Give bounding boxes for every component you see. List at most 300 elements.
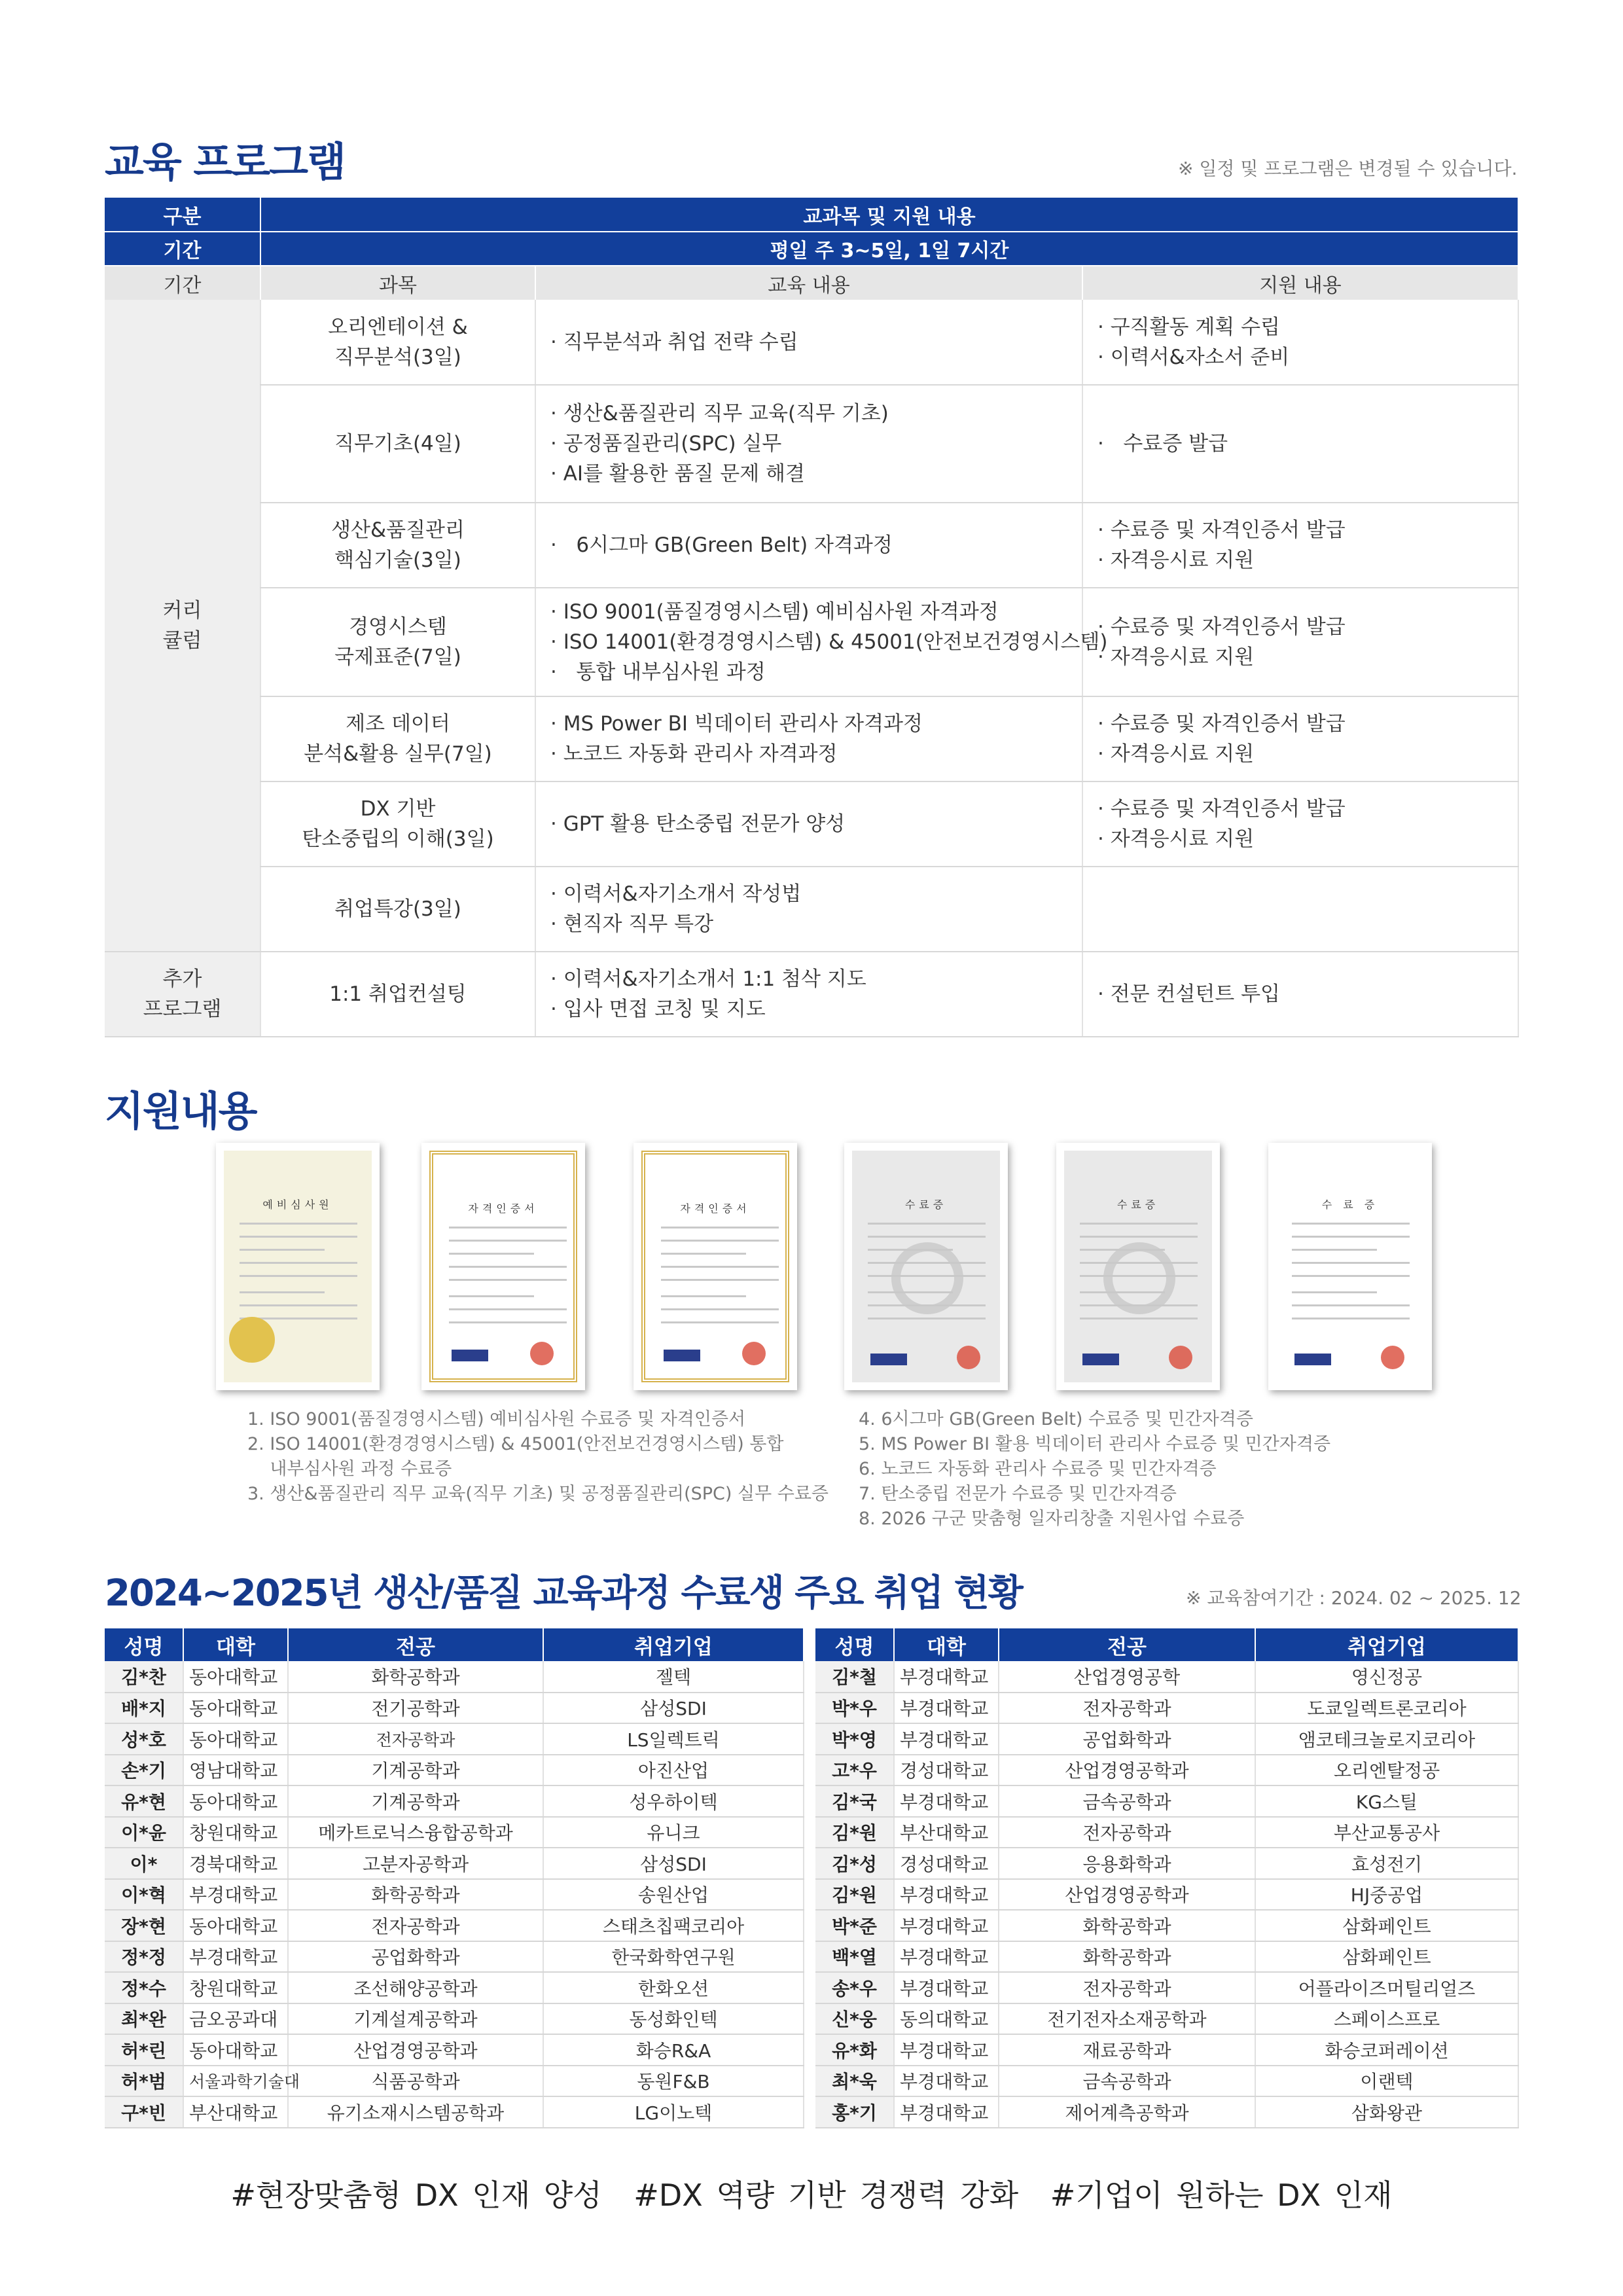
university: 창원대학교 xyxy=(183,1972,288,2003)
caption-4: 4. 6시그마 GB(Green Belt) 수료증 및 민간자격증 xyxy=(859,1409,1253,1429)
major: 금속공학과 xyxy=(999,2066,1255,2097)
university: 부산대학교 xyxy=(183,2096,288,2128)
student-name: 정*정 xyxy=(105,1941,183,1973)
education-content xyxy=(535,503,1082,588)
major: 전기전자소재공학과 xyxy=(999,2003,1255,2035)
company: 삼화왕관 xyxy=(1255,2096,1518,2128)
company: 성우하이텍 xyxy=(543,1785,804,1817)
major: 산업경영공학과 xyxy=(288,2034,543,2066)
certificate-title: 수료증 xyxy=(1116,1198,1160,1211)
category-curriculum: 커리 큘럼 xyxy=(105,300,260,952)
university: 동아대학교 xyxy=(183,1785,288,1817)
major: 전자공학과 xyxy=(288,1910,543,1941)
education-content xyxy=(535,781,1082,867)
major: 고분자공학과 xyxy=(288,1848,543,1879)
text-line xyxy=(240,1262,357,1264)
certificate-title: 예비심사원 xyxy=(262,1198,333,1211)
company: 송원산업 xyxy=(543,1879,804,1910)
company: 어플라이즈머틸리얼즈 xyxy=(1255,1972,1518,2003)
seal-icon xyxy=(1169,1346,1192,1369)
student-name: 백*열 xyxy=(815,1941,894,1973)
employment-row xyxy=(105,1785,804,1817)
university: 부경대학교 xyxy=(894,2066,999,2097)
watermark-icon xyxy=(1103,1242,1175,1314)
employment-row xyxy=(105,1693,804,1724)
employment-table-right xyxy=(815,1628,1519,2128)
major: 조선해양공학과 xyxy=(288,1972,543,2003)
employment-row xyxy=(105,1723,804,1755)
caption-3: 3. 생산&품질관리 직무 교육(직무 기초) 및 공정품질관리(SPC) 실무 수료증 xyxy=(247,1484,829,1504)
col-major: 전공 xyxy=(999,1628,1255,1661)
major: 전자공학과 xyxy=(999,1693,1255,1724)
major: 재료공학과 xyxy=(999,2034,1255,2066)
employment-row xyxy=(815,1848,1518,1879)
company: 젤텍 xyxy=(543,1661,804,1693)
student-name: 유*현 xyxy=(105,1785,183,1817)
text-line xyxy=(661,1266,779,1268)
employment-row xyxy=(815,1693,1518,1724)
slogan-2: #DX 역량 기반 경쟁력 강화 xyxy=(633,2178,1019,2213)
student-name: 송*우 xyxy=(815,1972,894,2003)
slogan-3: #기업이 원하는 DX 인재 xyxy=(1050,2178,1393,2213)
university: 동아대학교 xyxy=(183,1723,288,1755)
text-line xyxy=(868,1236,986,1238)
university: 부산대학교 xyxy=(894,1817,999,1848)
col-name: 성명 xyxy=(815,1628,894,1661)
curriculum-row xyxy=(105,952,1518,1037)
employment-row xyxy=(815,2003,1518,2035)
text-line xyxy=(240,1223,357,1225)
text-line xyxy=(868,1291,953,1293)
company: 유니크 xyxy=(543,1817,804,1848)
text-line xyxy=(449,1227,567,1229)
text-line xyxy=(240,1249,325,1251)
support-item: · 자격응시료 지원 xyxy=(1097,824,1503,854)
student-name: 배*지 xyxy=(105,1693,183,1724)
certificate-frame xyxy=(1276,1151,1424,1382)
company: LS일렉트릭 xyxy=(543,1723,804,1755)
university: 부경대학교 xyxy=(894,1910,999,1941)
major: 전자공학과 xyxy=(999,1972,1255,2003)
text-line xyxy=(1080,1223,1198,1225)
education-content xyxy=(535,300,1082,385)
company: 화승코퍼레이션 xyxy=(1255,2034,1518,2066)
student-name: 김*찬 xyxy=(105,1661,183,1693)
major: 응용화학과 xyxy=(999,1848,1255,1879)
university: 동아대학교 xyxy=(183,2034,288,2066)
curriculum-row xyxy=(105,588,1518,696)
text-line xyxy=(1080,1249,1165,1251)
university: 동아대학교 xyxy=(183,1693,288,1724)
content-item: · 이력서&자기소개서 1:1 첨삭 지도 xyxy=(550,964,1067,994)
col-major: 전공 xyxy=(288,1628,543,1661)
content-item: · 노코드 자동화 관리사 자격과정 xyxy=(550,739,1067,769)
student-name: 박*우 xyxy=(815,1693,894,1724)
major: 산업경영공학과 xyxy=(999,1879,1255,1910)
text-line xyxy=(661,1295,746,1297)
company: 영신정공 xyxy=(1255,1661,1518,1693)
certificate-frame xyxy=(224,1151,372,1382)
caption-8: 8. 2026 구군 맞춤형 일자리창출 지원사업 수료증 xyxy=(859,1509,1245,1529)
employment-row xyxy=(815,1879,1518,1910)
employment-row xyxy=(105,1755,804,1786)
text-line xyxy=(449,1308,567,1310)
employment-row xyxy=(105,1972,804,2003)
major: 기계공학과 xyxy=(288,1785,543,1817)
company: 효성전기 xyxy=(1255,1848,1518,1879)
support-item: · 자격응시료 지원 xyxy=(1097,545,1503,575)
caption-2: 2. ISO 14001(환경경영시스템) & 45001(안전보건경영시스템) 통합 xyxy=(247,1434,784,1454)
caption-6: 6. 노코드 자동화 관리사 수료증 및 민간자격증 xyxy=(859,1459,1217,1479)
company: 동성화인텍 xyxy=(543,2003,804,2035)
employment-row xyxy=(815,2034,1518,2066)
text-line xyxy=(661,1321,779,1323)
certificate-title: 수료증 xyxy=(904,1198,948,1211)
major: 공업화학과 xyxy=(999,1723,1255,1755)
student-name: 신*웅 xyxy=(815,2003,894,2035)
student-name: 이*윤 xyxy=(105,1817,183,1848)
major: 제어계측공학과 xyxy=(999,2096,1255,2128)
company: 삼성SDI xyxy=(543,1848,804,1879)
course-name: 1:1 취업컨설팅 xyxy=(260,952,535,1037)
kfq-logo-icon xyxy=(664,1350,700,1361)
support-content xyxy=(1082,588,1518,696)
curriculum-row xyxy=(105,867,1518,952)
course-name: 경영시스템 국제표준(7일) xyxy=(260,588,535,696)
major: 화학공학과 xyxy=(999,1941,1255,1973)
slogan-1: #현장맞춤형 DX 인재 양성 xyxy=(230,2178,602,2213)
student-name: 최*완 xyxy=(105,2003,183,2035)
certificate-image xyxy=(633,1143,797,1390)
university: 부경대학교 xyxy=(894,1661,999,1693)
student-name: 김*원 xyxy=(815,1817,894,1848)
company: 화승R&A xyxy=(543,2034,804,2066)
university: 부경대학교 xyxy=(894,1785,999,1817)
text-line xyxy=(1080,1304,1198,1306)
text-line xyxy=(1080,1262,1198,1264)
text-line xyxy=(449,1279,567,1281)
text-line xyxy=(661,1240,779,1242)
support-content xyxy=(1082,696,1518,781)
text-line xyxy=(868,1318,986,1319)
text-line xyxy=(1292,1262,1410,1264)
seal-icon xyxy=(742,1342,766,1365)
university: 금오공과대 xyxy=(183,2003,288,2035)
sub-course: 과목 xyxy=(260,266,535,300)
student-name: 이* xyxy=(105,1848,183,1879)
company: 부산교통공사 xyxy=(1255,1817,1518,1848)
certificate-frame xyxy=(429,1151,577,1382)
company: 도쿄일렉트론코리아 xyxy=(1255,1693,1518,1724)
text-line xyxy=(1080,1236,1198,1238)
employment-row xyxy=(815,1910,1518,1941)
text-line xyxy=(868,1223,986,1225)
text-line xyxy=(868,1249,953,1251)
certificate-image xyxy=(844,1143,1008,1390)
major: 금속공학과 xyxy=(999,1785,1255,1817)
student-name: 장*현 xyxy=(105,1910,183,1941)
certificate-frame xyxy=(641,1151,789,1382)
employment-title: 2024~2025년 생산/품질 교육과정 수료생 주요 취업 현황 xyxy=(105,1572,1022,1615)
student-name: 김*성 xyxy=(815,1848,894,1879)
student-name: 김*철 xyxy=(815,1661,894,1693)
employment-table-left xyxy=(105,1628,804,2128)
major: 화학공학과 xyxy=(288,1879,543,1910)
major: 기계설계공학과 xyxy=(288,2003,543,2035)
education-content xyxy=(535,952,1082,1037)
company: 동원F&B xyxy=(543,2066,804,2097)
employment-row xyxy=(105,1879,804,1910)
student-name: 홍*기 xyxy=(815,2096,894,2128)
university: 동아대학교 xyxy=(183,1910,288,1941)
support-content xyxy=(1082,781,1518,867)
course-name: 생산&품질관리 핵심기술(3일) xyxy=(260,503,535,588)
major: 메카트로닉스융합공학과 xyxy=(288,1817,543,1848)
text-line xyxy=(868,1275,986,1277)
certificate-image xyxy=(1268,1143,1432,1390)
support-content xyxy=(1082,952,1518,1037)
university: 서울과학기술대 xyxy=(183,2066,288,2097)
employment-row xyxy=(815,1661,1518,1693)
support-item: · 이력서&자소서 준비 xyxy=(1097,342,1503,372)
education-content xyxy=(535,588,1108,696)
content-item: · 통합 내부심사원 과정 xyxy=(550,657,1067,687)
certificate-image xyxy=(1056,1143,1220,1390)
company: 스태츠칩팩코리아 xyxy=(543,1910,804,1941)
content-item: · GPT 활용 탄소중립 전문가 양성 xyxy=(550,809,1067,839)
student-name: 이*혁 xyxy=(105,1879,183,1910)
education-content xyxy=(535,385,1082,503)
kfq-logo-icon xyxy=(452,1350,488,1361)
seal-icon xyxy=(530,1342,554,1365)
text-line xyxy=(1292,1236,1410,1238)
employment-note: ※ 교육참여기간 : 2024. 02 ~ 2025. 12 xyxy=(1186,1587,1522,1609)
text-line xyxy=(1292,1304,1410,1306)
hdr-row xyxy=(105,198,1518,232)
major: 산업경영공학 xyxy=(999,1661,1255,1693)
kfq-logo-icon xyxy=(870,1354,907,1365)
support-item: · 구직활동 계획 수립 xyxy=(1097,312,1503,342)
curriculum-row xyxy=(105,781,1518,867)
text-line xyxy=(449,1295,534,1297)
certificate-frame xyxy=(852,1151,1000,1382)
student-name: 박*영 xyxy=(815,1723,894,1755)
sub-support: 지원 내용 xyxy=(1082,266,1518,300)
company: 삼화페인트 xyxy=(1255,1941,1518,1973)
employment-row xyxy=(105,1661,804,1693)
certificate-frame xyxy=(1064,1151,1212,1382)
major: 기계공학과 xyxy=(288,1755,543,1786)
text-line xyxy=(1292,1275,1410,1277)
content-item: · 직무분석과 취업 전략 수립 xyxy=(550,327,1067,357)
content-item: · ISO 14001(환경경영시스템) & 45001(안전보건경영시스템) xyxy=(550,627,1067,657)
curriculum-row xyxy=(105,696,1518,781)
company: 오리엔탈정공 xyxy=(1255,1755,1518,1786)
course-name: 오리엔테이션 & 직무분석(3일) xyxy=(260,300,535,385)
col-university: 대학 xyxy=(183,1628,288,1661)
employment-row xyxy=(105,1910,804,1941)
text-line xyxy=(240,1275,357,1277)
university: 부경대학교 xyxy=(894,1879,999,1910)
caption-1: 1. ISO 9001(품질경영시스템) 예비심사원 수료증 및 자격인증서 xyxy=(247,1409,746,1429)
support-item: · 전문 컨설턴트 투입 xyxy=(1097,979,1503,1009)
major: 화학공학과 xyxy=(288,1661,543,1693)
program-note: ※ 일정 및 프로그램은 변경될 수 있습니다. xyxy=(1178,158,1518,179)
university: 부경대학교 xyxy=(894,1693,999,1724)
captions-right xyxy=(859,1407,1330,1532)
support-item: · 자격응시료 지원 xyxy=(1097,739,1503,769)
university: 부경대학교 xyxy=(183,1941,288,1973)
text-line xyxy=(449,1240,567,1242)
caption-2-cont: 내부심사원 과정 수료증 xyxy=(247,1459,452,1479)
text-line xyxy=(449,1321,567,1323)
support-content xyxy=(1082,867,1518,952)
university: 동아대학교 xyxy=(183,1661,288,1693)
text-line xyxy=(240,1291,325,1293)
support-title: 지원내용 xyxy=(105,1087,257,1135)
employment-row xyxy=(815,1972,1518,2003)
certificate-image xyxy=(216,1143,380,1390)
content-item: · 현직자 직무 특강 xyxy=(550,909,1067,939)
company: 스페이스프로 xyxy=(1255,2003,1518,2035)
company: LG이노텍 xyxy=(543,2096,804,2128)
text-line xyxy=(1080,1291,1165,1293)
company: 아진산업 xyxy=(543,1755,804,1786)
text-line xyxy=(1292,1318,1410,1319)
university: 창원대학교 xyxy=(183,1817,288,1848)
student-name: 손*기 xyxy=(105,1755,183,1786)
header-category: 구분 xyxy=(105,198,260,232)
education-content xyxy=(535,867,1082,952)
university: 경성대학교 xyxy=(894,1755,999,1786)
curriculum-table xyxy=(105,198,1519,1037)
major: 전자공학과 xyxy=(999,1817,1255,1848)
text-line xyxy=(661,1308,779,1310)
course-name: 직무기초(4일) xyxy=(260,385,535,503)
employment-row xyxy=(815,1941,1518,1973)
content-item: · AI를 활용한 품질 문제 해결 xyxy=(550,459,1067,489)
student-name: 고*우 xyxy=(815,1755,894,1786)
watermark-icon xyxy=(891,1242,963,1314)
university: 동의대학교 xyxy=(894,2003,999,2035)
student-name: 성*호 xyxy=(105,1723,183,1755)
employment-row xyxy=(105,2066,804,2097)
university: 부경대학교 xyxy=(894,2034,999,2066)
gold-badge-icon xyxy=(229,1317,275,1363)
university: 부경대학교 xyxy=(894,1972,999,2003)
text-line xyxy=(1292,1223,1410,1225)
company: 삼화페인트 xyxy=(1255,1910,1518,1941)
employment-row xyxy=(105,1817,804,1848)
university: 부경대학교 xyxy=(894,2096,999,2128)
kfq-logo-icon xyxy=(1082,1354,1119,1365)
support-item: · 수료증 및 자격인증서 발급 xyxy=(1097,709,1503,739)
employment-row xyxy=(815,1723,1518,1755)
seal-icon xyxy=(957,1346,980,1369)
student-name: 허*린 xyxy=(105,2034,183,2066)
major: 전자공학과 xyxy=(288,1723,543,1755)
certificate-title: 자격인증서 xyxy=(468,1202,539,1215)
certificate-title: 자격인증서 xyxy=(680,1202,751,1215)
major: 식품공학과 xyxy=(288,2066,543,2097)
student-name: 최*욱 xyxy=(815,2066,894,2097)
header-content: 교과목 및 지원 내용 xyxy=(260,198,1518,232)
major: 유기소재시스템공학과 xyxy=(288,2096,543,2128)
university: 부경대학교 xyxy=(183,1879,288,1910)
company: 한화오션 xyxy=(543,1972,804,2003)
support-content xyxy=(1082,503,1518,588)
employment-row xyxy=(815,2096,1518,2128)
company: 앰코테크놀로지코리아 xyxy=(1255,1723,1518,1755)
employment-row xyxy=(105,1941,804,1973)
captions-left xyxy=(247,1407,829,1507)
company: 이랜텍 xyxy=(1255,2066,1518,2097)
employment-row xyxy=(105,1848,804,1879)
course-name: 제조 데이터 분석&활용 실무(7일) xyxy=(260,696,535,781)
text-line xyxy=(868,1262,986,1264)
program-title: 교육 프로그램 xyxy=(105,138,345,186)
university: 부경대학교 xyxy=(894,1723,999,1755)
student-name: 박*준 xyxy=(815,1910,894,1941)
category-extra: 추가 프로그램 xyxy=(105,952,260,1037)
certificate-image xyxy=(421,1143,585,1390)
support-content xyxy=(1082,385,1518,503)
student-name: 김*국 xyxy=(815,1785,894,1817)
col-company: 취업기업 xyxy=(1255,1628,1518,1661)
education-content xyxy=(535,696,1082,781)
header-period: 기간 xyxy=(105,232,260,266)
support-item: · 수료증 및 자격인증서 발급 xyxy=(1097,515,1503,545)
text-line xyxy=(240,1236,357,1238)
company: HJ중공업 xyxy=(1255,1879,1518,1910)
major: 화학공학과 xyxy=(999,1910,1255,1941)
slogan-bar xyxy=(0,2172,1623,2215)
curriculum-row xyxy=(105,503,1518,588)
text-line xyxy=(240,1304,357,1306)
curriculum-row xyxy=(105,300,1518,385)
text-line xyxy=(661,1253,746,1255)
company: 삼성SDI xyxy=(543,1693,804,1724)
student-name: 허*범 xyxy=(105,2066,183,2097)
student-name: 유*화 xyxy=(815,2034,894,2066)
sub-content: 교육 내용 xyxy=(535,266,1082,300)
text-line xyxy=(1080,1318,1198,1319)
caption-5: 5. MS Power BI 활용 빅데이터 관리사 수료증 및 민간자격증 xyxy=(859,1434,1331,1454)
major: 전기공학과 xyxy=(288,1693,543,1724)
student-name: 구*빈 xyxy=(105,2096,183,2128)
content-item: · 6시그마 GB(Green Belt) 자격과정 xyxy=(550,530,1067,560)
certificate-title: 수 료 증 xyxy=(1321,1198,1379,1211)
col-university: 대학 xyxy=(894,1628,999,1661)
university: 영남대학교 xyxy=(183,1755,288,1786)
col-name: 성명 xyxy=(105,1628,183,1661)
content-item: · 공정품질관리(SPC) 실무 xyxy=(550,429,1067,459)
kfq-logo-icon xyxy=(1294,1354,1331,1365)
support-item: · 수료증 발급 xyxy=(1097,429,1503,459)
university: 경성대학교 xyxy=(894,1848,999,1879)
text-line xyxy=(1292,1291,1377,1293)
col-company: 취업기업 xyxy=(543,1628,804,1661)
content-item: · ISO 9001(품질경영시스템) 예비심사원 자격과정 xyxy=(550,597,1067,627)
university: 경북대학교 xyxy=(183,1848,288,1879)
major: 공업화학과 xyxy=(288,1941,543,1973)
student-name: 김*원 xyxy=(815,1879,894,1910)
text-line xyxy=(449,1253,534,1255)
text-line xyxy=(868,1304,986,1306)
seal-icon xyxy=(1381,1346,1404,1369)
major: 산업경영공학과 xyxy=(999,1755,1255,1786)
employment-row xyxy=(105,2003,804,2035)
